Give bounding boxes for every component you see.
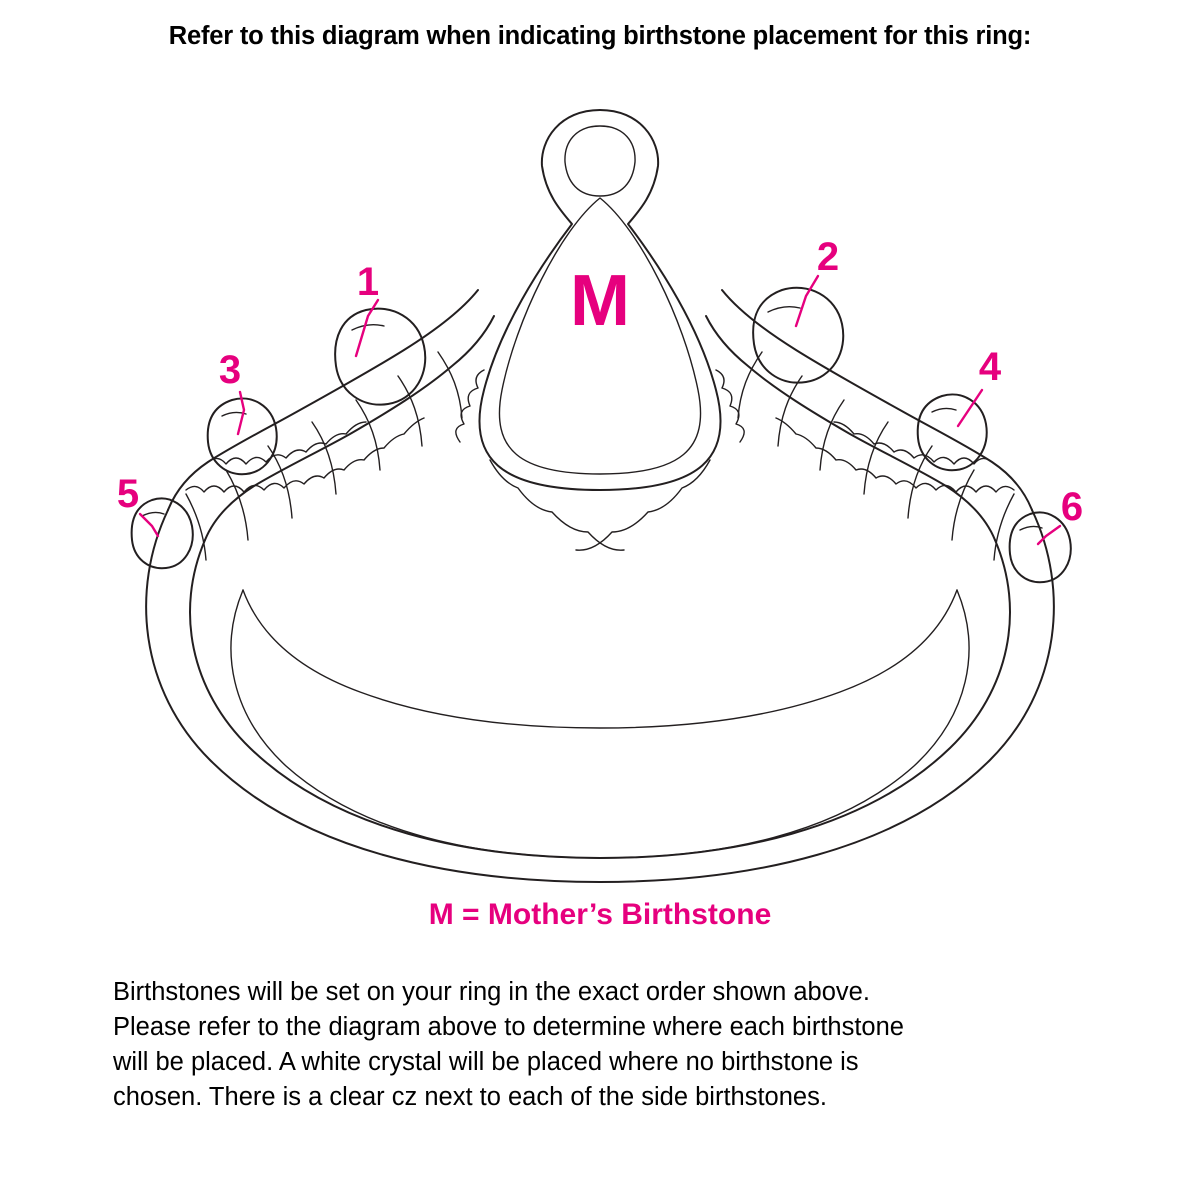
ring-diagram	[0, 70, 1200, 890]
marker-label-1: 1	[356, 260, 380, 304]
marker-label-3: 3	[218, 348, 242, 392]
marker-label-6: 6	[1060, 485, 1084, 529]
instructions-note	[113, 975, 1098, 1115]
stone-3	[208, 398, 277, 474]
page-title: Refer to this diagram when indicating birthstone placement for this ring:	[168, 22, 1032, 50]
center-stone-label: M	[570, 261, 630, 341]
legend-mother-birthstone: M = Mother’s Birthstone	[428, 898, 772, 931]
stone-4	[918, 394, 987, 470]
marker-label-5: 5	[116, 472, 140, 516]
stone-1	[335, 309, 425, 405]
ring-left-shoulder	[168, 290, 494, 560]
stone-5	[132, 498, 193, 568]
note-line-1: Birthstones will be set on your ring in the exact order shown above.	[113, 978, 870, 1006]
marker-label-4: 4	[978, 345, 1002, 389]
note-line-2: Please refer to the diagram above to determine where each birthstone	[113, 1013, 904, 1041]
marker-label-2: 2	[816, 235, 840, 279]
note-line-3: will be placed. A white crystal will be placed where no birthstone is	[113, 1048, 859, 1076]
note-line-4: chosen. There is a clear cz next to each of the side birthstones.	[113, 1083, 827, 1111]
stone-2	[753, 288, 843, 383]
ring-band-outline	[146, 510, 1054, 882]
ring-right-shoulder	[706, 290, 1032, 560]
